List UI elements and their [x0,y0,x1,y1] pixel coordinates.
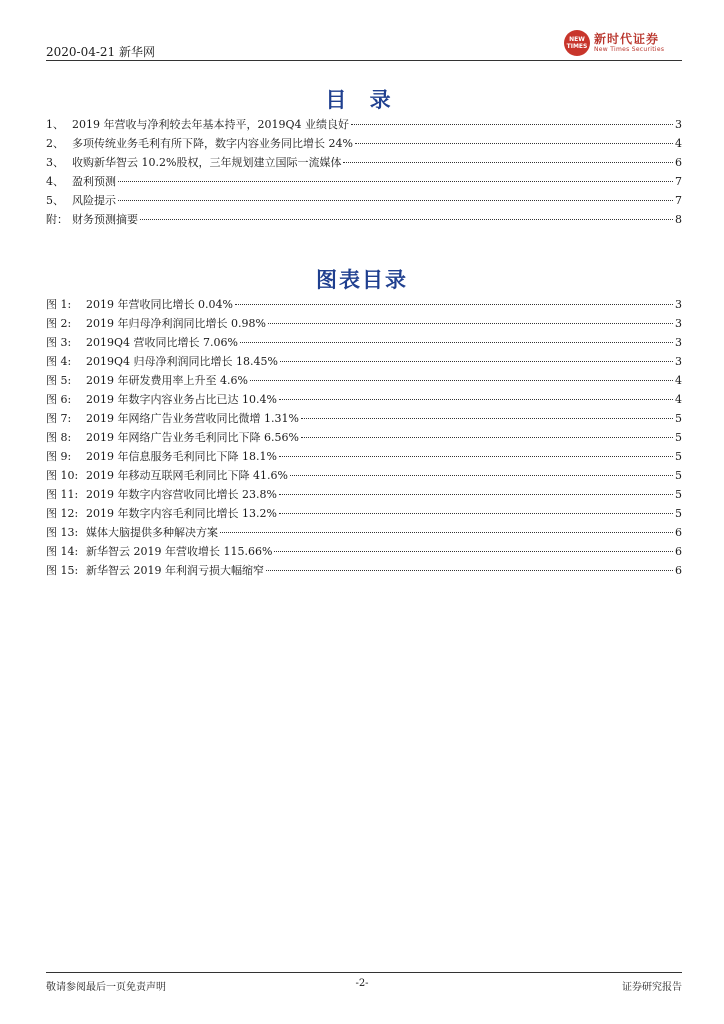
dot-leader [355,143,673,144]
figure-entry-label: 2019 年研发费用率上升至 4.6% [86,374,248,387]
toc-entry-number: 3、 [46,156,64,169]
figures-title: 图表目录 [316,268,408,292]
figure-entry-label: 2019Q4 归母净利润同比增长 18.45% [86,355,278,368]
dot-leader [279,494,673,495]
figure-entry-number: 图 12: [46,507,79,520]
figure-entry[interactable] [46,315,682,334]
logo-badge-line1: NEW [569,36,585,43]
figure-entry-label: 2019Q4 营收同比增长 7.06% [86,336,238,349]
dot-leader [266,570,673,571]
figure-entry[interactable] [46,524,682,543]
dot-leader [280,361,673,362]
toc-entry-label: 多项传统业务毛利有所下降，数字内容业务同比增长 24% [72,137,353,150]
dot-leader [279,399,673,400]
figure-entry-number: 图 8: [46,431,72,444]
figure-entry-number: 图 15: [46,564,79,577]
dot-leader [274,551,673,552]
toc-entry-page: 7 [675,194,682,207]
logo-badge-line2: TIMES [566,43,588,50]
figure-entry-label: 2019 年网络广告业务毛利同比下降 6.56% [86,431,299,444]
figure-entry-page: 6 [675,564,682,577]
figure-entry-page: 5 [675,469,682,482]
figure-entry-number: 图 2: [46,317,72,330]
toc-title: 目 录 [325,88,399,112]
figure-entry-page: 3 [675,355,682,368]
figure-entry-number: 图 7: [46,412,72,425]
figure-entry-label: 新华智云 2019 年营收增长 115.66% [86,545,273,558]
figure-entry-number: 图 1: [46,298,72,311]
figure-entry-label: 2019 年归母净利润同比增长 0.98% [86,317,266,330]
toc-entry-label: 2019 年营收与净利较去年基本持平，2019Q4 业绩良好 [72,118,349,131]
figure-entry-number: 图 4: [46,355,72,368]
figure-entry-number: 图 11: [46,488,79,501]
header-divider [46,60,682,61]
dot-leader [140,219,673,220]
figure-entry[interactable] [46,448,682,467]
figure-entry-number: 图 13: [46,526,79,539]
figure-entry[interactable] [46,543,682,562]
figure-entry[interactable] [46,391,682,410]
figure-entry[interactable] [46,505,682,524]
figure-entry-number: 图 3: [46,336,72,349]
figure-entry-label: 2019 年信息服务毛利同比下降 18.1% [86,450,277,463]
dot-leader [220,532,673,533]
figure-entry-page: 5 [675,488,682,501]
toc-entry-label: 盈利预测 [72,175,116,188]
figure-entry-number: 图 6: [46,393,72,406]
dot-leader [118,181,673,182]
figure-entry-page: 5 [675,507,682,520]
figure-entry-page: 3 [675,317,682,330]
figure-entry-label: 2019 年营收同比增长 0.04% [86,298,233,311]
figure-entry[interactable] [46,372,682,391]
toc-entry[interactable] [46,173,682,192]
logo-en-text: New Times Securities [594,46,665,53]
toc-entry-page: 7 [675,175,682,188]
logo-cn-text: 新时代证券 [594,32,660,46]
figure-entry[interactable] [46,562,682,581]
figures-list [46,296,682,581]
page-number: -2- [355,978,369,989]
figure-entry-page: 3 [675,336,682,349]
toc-entry-number: 2、 [46,137,64,150]
figure-entry-label: 媒体大脑提供多种解决方案 [86,526,218,539]
figure-entry-page: 4 [675,374,682,387]
company-logo [564,28,682,58]
figure-entry-page: 4 [675,393,682,406]
dot-leader [279,513,673,514]
figure-entry-label: 2019 年数字内容毛利同比增长 13.2% [86,507,277,520]
figure-entry-label: 2019 年移动互联网毛利同比下降 41.6% [86,469,288,482]
figure-entry-number: 图 10: [46,469,79,482]
toc-entry-number: 4、 [46,175,64,188]
toc-entry-page: 8 [675,213,682,226]
dot-leader [235,304,673,305]
toc-entry-page: 6 [675,156,682,169]
figure-entry-page: 5 [675,450,682,463]
toc-entry[interactable] [46,116,682,135]
dot-leader [250,380,673,381]
toc-entry-label: 财务预测摘要 [72,213,138,226]
dot-leader [301,418,673,419]
figure-entry[interactable] [46,410,682,429]
figure-entry[interactable] [46,429,682,448]
figure-entry-page: 5 [675,412,682,425]
figure-entry-page: 6 [675,526,682,539]
figure-entry-number: 图 9: [46,450,72,463]
figure-entry-page: 6 [675,545,682,558]
figure-entry-label: 2019 年数字内容业务占比已达 10.4% [86,393,277,406]
toc-entry-label: 收购新华智云 10.2%股权，三年规划建立国际一流媒体 [72,156,342,169]
figure-entry-label: 2019 年网络广告业务营收同比微增 1.31% [86,412,299,425]
figure-entry[interactable] [46,296,682,315]
footer-divider [46,972,682,973]
figure-entry[interactable] [46,486,682,505]
logo-badge-icon [564,30,590,56]
toc-entry-label: 风险提示 [72,194,116,207]
toc-entry[interactable] [46,154,682,173]
figure-entry-page: 5 [675,431,682,444]
figure-entry-number: 图 14: [46,545,79,558]
toc-entry-number: 附： [46,213,68,226]
figure-entry-number: 图 5: [46,374,72,387]
dot-leader [118,200,673,201]
figure-entry[interactable] [46,467,682,486]
footer-report-type: 证券研究报告 [622,982,682,993]
page-header [46,28,682,58]
dot-leader [343,162,673,163]
toc-entry-page: 3 [675,118,682,131]
dot-leader [279,456,673,457]
figure-entry-label: 2019 年数字内容营收同比增长 23.8% [86,488,277,501]
figure-entry[interactable] [46,353,682,372]
toc-entry-number: 5、 [46,194,64,207]
toc-entry-page: 4 [675,137,682,150]
toc-list [46,116,682,230]
footer-disclaimer: 敬请参阅最后一页免责声明 [46,982,166,993]
dot-leader [301,437,673,438]
dot-leader [268,323,673,324]
toc-entry[interactable] [46,192,682,211]
dot-leader [290,475,673,476]
figure-entry-label: 新华智云 2019 年利润亏损大幅缩窄 [86,564,264,577]
dot-leader [351,124,673,125]
figure-entry[interactable] [46,334,682,353]
toc-entry-number: 1、 [46,118,64,131]
toc-entry[interactable] [46,135,682,154]
header-date-source: 2020-04-21 新华网 [46,45,156,59]
figure-entry-page: 3 [675,298,682,311]
dot-leader [240,342,673,343]
toc-entry[interactable] [46,211,682,230]
